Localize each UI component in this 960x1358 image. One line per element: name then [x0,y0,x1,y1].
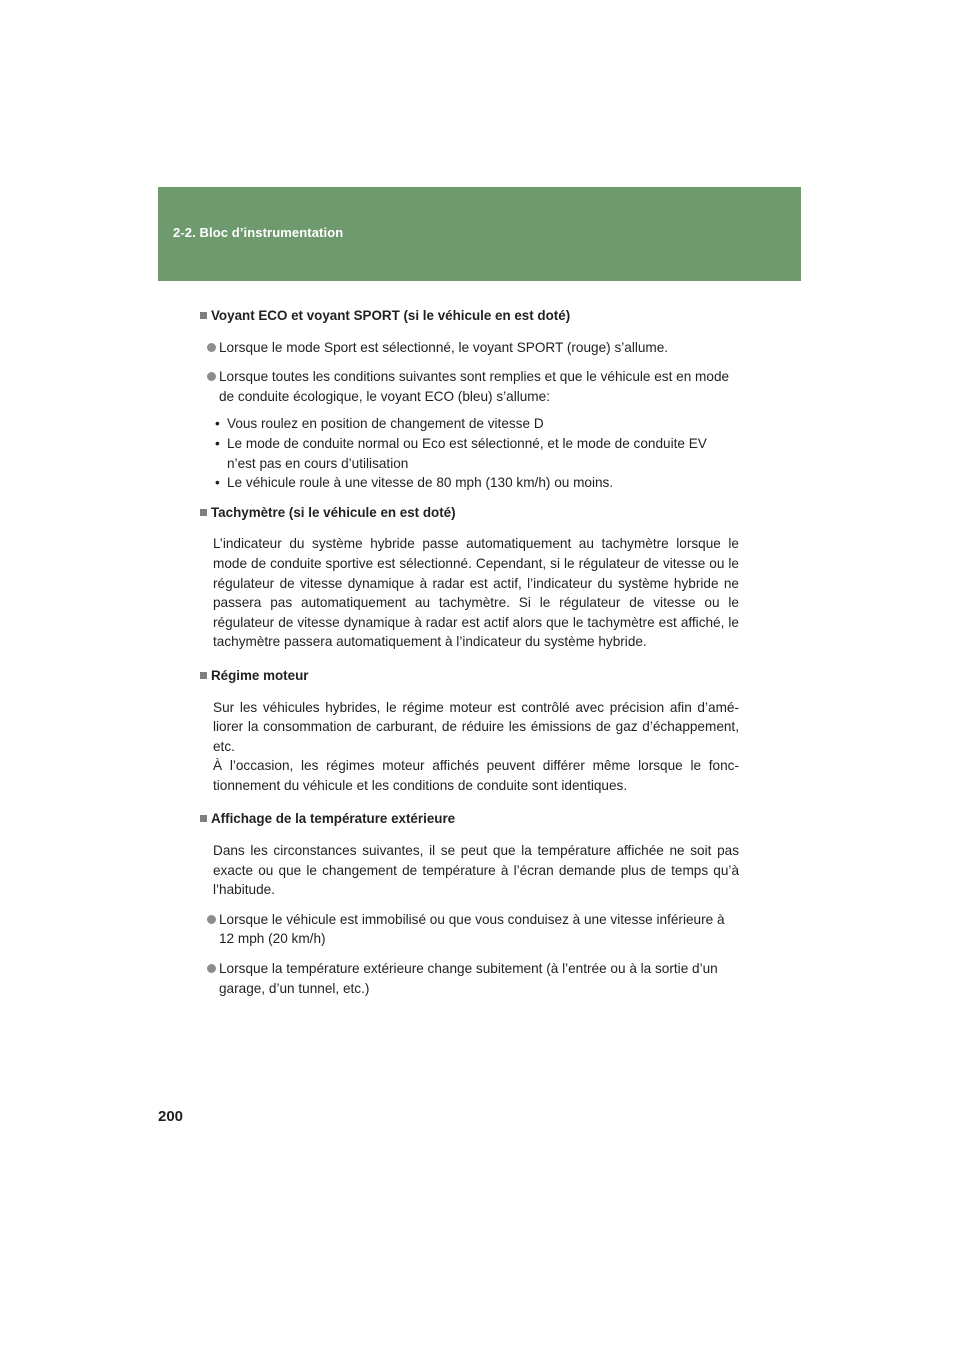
bullet-slow-speed: Lorsque le véhicule est immobilisé ou que vous conduisez à une vitesse inférieure à 12 mph (20 km/h) [208,910,739,949]
heading-regime-moteur: Régime moteur [200,666,739,686]
bullet-sudden-change: Lorsque la température extérieure change subitement (à l’entrée ou à la sortie d’un garage, d’un tunnel, etc.) [208,959,739,998]
heading-temperature-exterieure: Affichage de la température extérieure [200,809,739,829]
bullet-eco-conditions: Lorsque toutes les conditions suivantes sont remplies et que le véhicule est en mode de conduite écologique, le voyant ECO (bleu) s’allume: [208,367,739,406]
square-bullet-icon [200,509,207,516]
page-number: 200 [158,1108,184,1125]
dot-marker-icon: • [215,475,220,491]
circle-bullet-icon [207,343,216,352]
heading-eco-sport: Voyant ECO et voyant SPORT (si le véhicule en est doté) [200,306,739,326]
circle-bullet-icon [207,372,216,381]
section-header-bar [158,187,801,281]
dot-marker-icon: • [215,435,220,451]
dot-marker-icon: • [215,416,220,432]
condition-list [208,414,739,492]
heading-tachymetre: Tachymètre (si le véhicule en est doté) [200,503,739,523]
circle-bullet-icon [207,964,216,973]
square-bullet-icon [200,815,207,822]
condition-item: • Le véhicule roule à une vitesse de 80 mph (130 km/h) ou moins. [208,473,739,493]
circle-bullet-icon [207,915,216,924]
square-bullet-icon [200,672,207,679]
page-content [208,306,739,1008]
section-title: 2-2. Bloc d’instrumentation [173,225,344,240]
paragraph-tachymetre: L’indicateur du système hybride passe automatiquement au tachymètre lorsque le mode de conduite sportive est sélectionné. Cependant, si le régulateur de vitesse ou le régulateur de vitesse dynamique à radar est actif, l’indicateur du système hybride ne passera pas automatiquement au tachymètre. Si le régulateur de vitesse ou le régulateur de vitesse dynamique à radar est actif alors que le tachymètre est affiché, le tachymètre passera automatiquement à l’indicateur du système hybride. [213,536,739,650]
paragraph-temperature: Dans les circonstances suivantes, il se peut que la température affichée ne soit pas exacte ou que le changement de température à l’écran demande plus de temps qu’à l’habitude. [213,843,739,898]
bullet-sport-mode: Lorsque le mode Sport est sélectionné, le voyant SPORT (rouge) s’allume. [208,338,739,358]
paragraph-regime-moteur: Sur les véhicules hybrides, le régime moteur est contrôlé avec précision afin d’améliorer la consommation de carburant, de réduire les émissions de gaz d’échappement, etc. À l’occasion, les régimes moteur affichés peuvent différer même lorsque le fonctionnement du véhicule et les conditions de conduite sont identiques. [213,699,739,793]
condition-item: • Vous roulez en position de changement de vitesse D [208,414,739,434]
condition-item: • Le mode de conduite normal ou Eco est sélectionné, et le mode de conduite EV n’est pas en cours d’utilisation [215,435,707,471]
square-bullet-icon [200,312,207,319]
